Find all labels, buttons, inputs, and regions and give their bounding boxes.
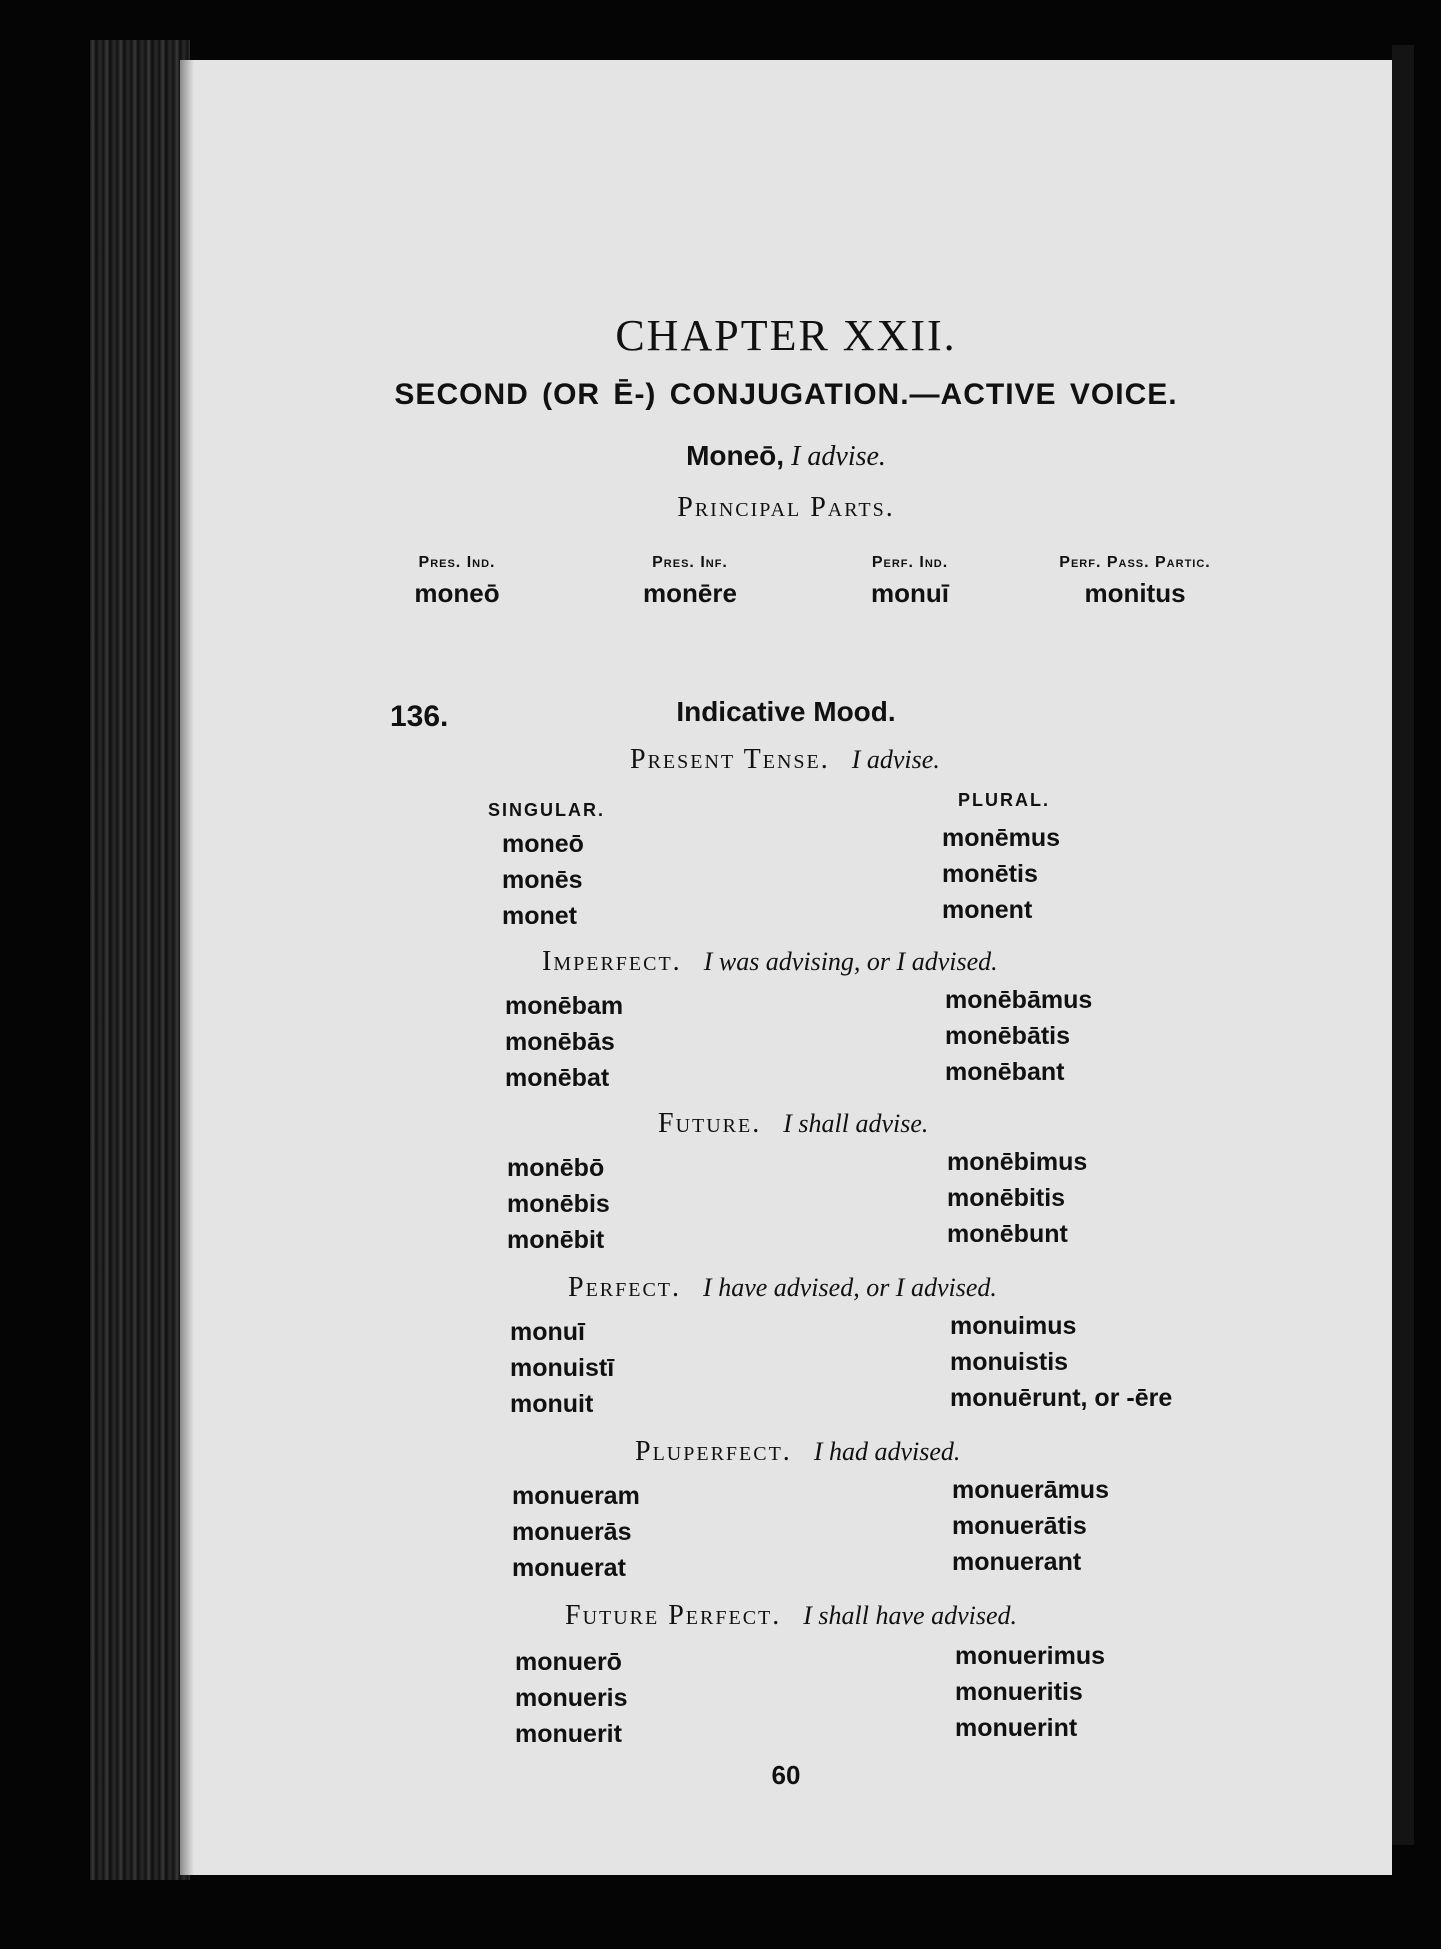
singular-column-header: SINGULAR.: [488, 800, 605, 820]
singular-form: monuistī: [510, 1354, 615, 1382]
tense-gloss: I had advised.: [813, 1437, 961, 1466]
tense-name: Perfect.: [568, 1272, 682, 1303]
tense-heading: [635, 1436, 960, 1468]
singular-form: monuerit: [515, 1720, 622, 1748]
plural-form: monuistis: [950, 1348, 1069, 1376]
tense-heading: [658, 1108, 928, 1140]
plural-form: monēmus: [942, 824, 1061, 852]
tense-heading: [542, 946, 998, 978]
page-number: 60: [771, 1760, 801, 1790]
facing-page-edge: [1392, 45, 1414, 1845]
tense-heading: [568, 1272, 997, 1304]
section-number: 136.: [390, 700, 449, 733]
principal-part-label: Perf. Ind.: [871, 554, 949, 571]
singular-form: monēbās: [505, 1028, 615, 1056]
verb-lemma: Moneō,: [686, 440, 785, 471]
plural-form: monēbitis: [947, 1184, 1066, 1212]
tense-name: Pluperfect.: [635, 1436, 792, 1467]
tense-gloss: I shall have advised.: [803, 1601, 1017, 1630]
book-spine: [90, 40, 190, 1880]
plural-form: monēbātis: [945, 1022, 1071, 1050]
singular-form: monēbat: [505, 1064, 610, 1092]
plural-form: monēbimus: [947, 1148, 1088, 1176]
tense-name: Imperfect.: [542, 946, 682, 977]
tense-gloss: I shall advise.: [783, 1109, 929, 1138]
principal-part-label: Perf. Pass. Partic.: [1059, 554, 1211, 571]
singular-form: monēbis: [507, 1190, 610, 1218]
singular-form: monuerat: [512, 1554, 626, 1582]
singular-form: monuerō: [515, 1648, 622, 1676]
plural-form: monuerāmus: [952, 1476, 1109, 1504]
principal-part-form: monitus: [1084, 578, 1186, 608]
plural-form: monēbāmus: [945, 986, 1093, 1014]
plural-form: monent: [942, 896, 1033, 924]
tense-name: Future Perfect.: [565, 1600, 782, 1631]
mood-heading: Indicative Mood.: [676, 696, 896, 727]
tense-name: Present Tense.: [630, 744, 830, 775]
singular-form: monueris: [515, 1684, 628, 1712]
principal-part-form: monuī: [871, 578, 949, 608]
singular-form: monet: [502, 902, 577, 930]
verb-gloss: I advise.: [791, 441, 886, 472]
principal-part-form: monēre: [643, 578, 737, 608]
plural-form: monuerant: [952, 1548, 1082, 1576]
singular-form: monēs: [502, 866, 583, 894]
tense-heading: [565, 1600, 1017, 1632]
singular-form: monuit: [510, 1390, 594, 1418]
plural-form: monuerint: [955, 1714, 1078, 1742]
plural-form: monuērunt, or -ēre: [950, 1384, 1173, 1412]
singular-form: monuerās: [512, 1518, 632, 1546]
singular-form: monuī: [510, 1318, 585, 1346]
tense-gloss: I advise.: [851, 745, 940, 774]
plural-form: monēbunt: [947, 1220, 1068, 1248]
chapter-title: CHAPTER XXII.: [615, 311, 957, 360]
principal-part-label: Pres. Ind.: [418, 554, 496, 571]
plural-form: monuerimus: [955, 1642, 1106, 1670]
tense-gloss: I was advising, or I advised.: [703, 947, 998, 976]
plural-form: monēbant: [945, 1058, 1065, 1086]
singular-form: moneō: [502, 830, 584, 858]
plural-form: monueritis: [955, 1678, 1083, 1706]
singular-form: monueram: [512, 1482, 640, 1510]
principal-parts-heading: Principal Parts.: [677, 492, 895, 523]
tense-heading: [630, 744, 940, 776]
singular-form: monēbam: [505, 992, 624, 1020]
singular-form: monēbit: [507, 1226, 605, 1254]
section-heading: SECOND (OR Ē-) CONJUGATION.—ACTIVE VOICE.: [394, 378, 1178, 411]
book-page: [180, 60, 1392, 1875]
singular-form: monēbō: [507, 1154, 605, 1182]
principal-part-form: moneō: [414, 578, 500, 608]
plural-form: monuimus: [950, 1312, 1077, 1340]
tense-gloss: I have advised, or I advised.: [703, 1273, 997, 1302]
plural-form: monuerātis: [952, 1512, 1087, 1540]
plural-form: monētis: [942, 860, 1038, 888]
tense-name: Future.: [658, 1108, 762, 1139]
verb-heading: [180, 440, 1392, 473]
plural-column-header: PLURAL.: [958, 790, 1050, 810]
principal-part-label: Pres. Inf.: [652, 554, 728, 571]
